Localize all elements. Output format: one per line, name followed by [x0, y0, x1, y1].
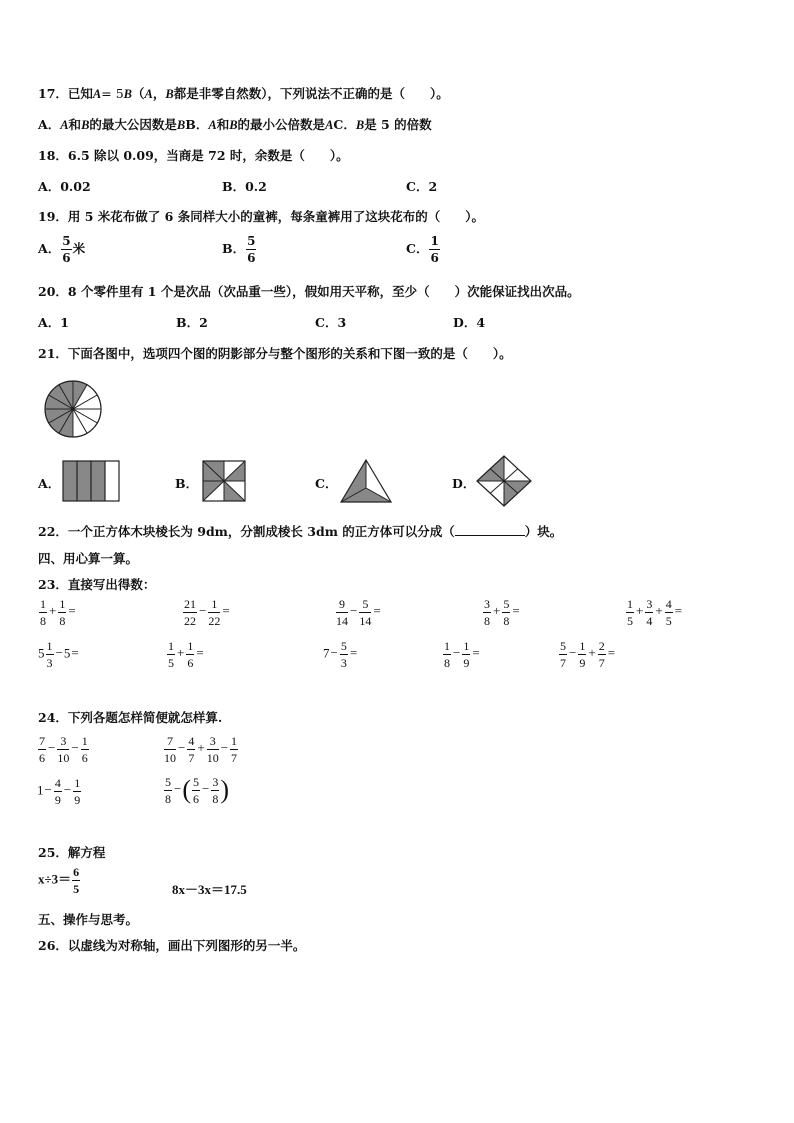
q20-stem: 20．8 个零件里有 1 个是次品（次品重一些），假如用天平称，至少（ ）次能保证找出次品。 — [38, 284, 580, 299]
fraction: $\frac{6}{5}$ — [73, 865, 80, 896]
q25-equation-2[interactable]: 8x－3x＝17.5 — [172, 882, 247, 897]
q24-expr-3[interactable]: 1− $\frac{4}{9}$ − $\frac{1}{9}$ — [37, 776, 81, 807]
q23-stem: 23．直接写出得数： — [38, 577, 156, 592]
q21-stem: 21．下面各图中，选项四个图的阴影部分与整个图形的关系和下图一致的是（ ）。 — [38, 346, 512, 361]
q23-expr-2[interactable]: $\frac{21}{22}$ − $\frac{1}{22}$ = — [184, 597, 230, 628]
q20-option-b[interactable]: B．2 — [176, 315, 208, 330]
fraction: $\frac{5}{6}$ — [62, 234, 71, 265]
q18-option-b[interactable]: B．0.2 — [222, 179, 267, 194]
fraction: $\frac{5}{6}$ — [247, 234, 256, 265]
q23-expr-5[interactable]: $\frac{1}{5}$ + $\frac{3}{4}$ + $\frac{4}{5}$ = — [627, 597, 683, 628]
q23-expr-3[interactable]: $\frac{9}{14}$ − $\frac{5}{14}$ = — [336, 597, 381, 628]
q21-option-a-label[interactable]: A． — [38, 476, 61, 491]
q21-option-b-label[interactable]: B． — [175, 476, 199, 491]
q23-expr-1[interactable]: $\frac{1}{8}$ + $\frac{1}{8}$ = — [40, 597, 76, 628]
q25-equation-1[interactable]: x÷3＝ $\frac{6}{5}$ — [38, 865, 80, 896]
q23-expr-6[interactable]: 5 $\frac{1}{3}$ −5= — [38, 639, 79, 670]
section-4-heading: 四、用心算一算。 — [38, 551, 139, 566]
q20-option-d[interactable]: D．4 — [453, 315, 486, 330]
q17-options — [38, 115, 432, 133]
q24-expr-1[interactable]: $\frac{7}{6}$ − $\frac{3}{10}$ − $\frac{1}{6}$ — [39, 734, 88, 765]
q20-option-c[interactable]: C．3 — [315, 315, 347, 330]
q23-expr-8[interactable]: 7− $\frac{5}{3}$ = — [323, 639, 358, 670]
q17-option-b[interactable]: B．A和B的最小公倍数是A — [185, 117, 334, 132]
q24-expr-4[interactable]: $\frac{5}{8}$ −( $\frac{5}{6}$ − $\frac{3}{8}$ ) — [165, 774, 230, 806]
q20-option-a[interactable]: A．1 — [38, 315, 69, 330]
q23-expr-10[interactable]: $\frac{5}{7}$ − $\frac{1}{9}$ + $\frac{2}{7}$ = — [560, 639, 616, 670]
q21-option-c-label[interactable]: C． — [315, 476, 338, 491]
q18-option-c[interactable]: C．2 — [406, 179, 438, 194]
section-5-heading: 五、操作与思考。 — [38, 912, 139, 927]
q19-option-a[interactable]: A． $\frac{5}{6}$ 米 — [38, 234, 86, 265]
q21-option-a-figure[interactable] — [62, 460, 120, 502]
q18-stem: 18．6.5 除以 0.09，当商是 72 时，余数是（ ）。 — [38, 148, 349, 163]
q19-option-b[interactable]: B． $\frac{5}{6}$ — [222, 234, 256, 265]
q22-stem: 22．一个正方体木块棱长为 9dm，分割成棱长 3dm 的正方体可以分成（ ）块。 — [38, 524, 563, 539]
q21-option-b-figure[interactable] — [202, 460, 246, 502]
q23-expr-4[interactable]: $\frac{3}{8}$ + $\frac{5}{8}$ = — [484, 597, 520, 628]
q17-option-c[interactable]: C．B是 5 的倍数 — [333, 117, 432, 132]
q23-expr-9[interactable]: $\frac{1}{8}$ − $\frac{1}{9}$ = — [444, 639, 480, 670]
q24-expr-2[interactable]: $\frac{7}{10}$ − $\frac{4}{7}$ + $\frac{3}{10}$ − $\frac{1}{7}$ — [164, 734, 238, 765]
q24-stem: 24．下列各题怎样简便就怎样算. — [38, 710, 223, 725]
q23-expr-7[interactable]: $\frac{1}{5}$ + $\frac{1}{6}$ = — [168, 639, 204, 670]
q19-option-c[interactable]: C． $\frac{1}{6}$ — [406, 234, 439, 265]
fraction: $\frac{1}{6}$ — [430, 234, 439, 265]
q21-option-c-figure[interactable] — [340, 459, 392, 503]
q17-option-a[interactable]: A．A和B的最大公因数是B — [38, 117, 186, 132]
q17-stem: 17．已知A= 5B（A，B都是非零自然数），下列说法不正确的是（ ）。 — [38, 86, 449, 101]
q25-stem: 25．解方程 — [38, 845, 106, 860]
answer-blank[interactable] — [455, 523, 525, 536]
q18-option-a[interactable]: A．0.02 — [38, 179, 91, 194]
reference-circle-figure — [40, 379, 106, 439]
q21-option-d-figure[interactable] — [476, 455, 532, 507]
shaded-region — [63, 461, 105, 501]
q19-stem: 19．用 5 米花布做了 6 条同样大小的童裤，每条童裤用了这块花布的（ ）。 — [38, 209, 484, 224]
q21-option-d-label[interactable]: D． — [452, 476, 476, 491]
q26-stem: 26．以虚线为对称轴，画出下列图形的另一半。 — [38, 938, 306, 953]
